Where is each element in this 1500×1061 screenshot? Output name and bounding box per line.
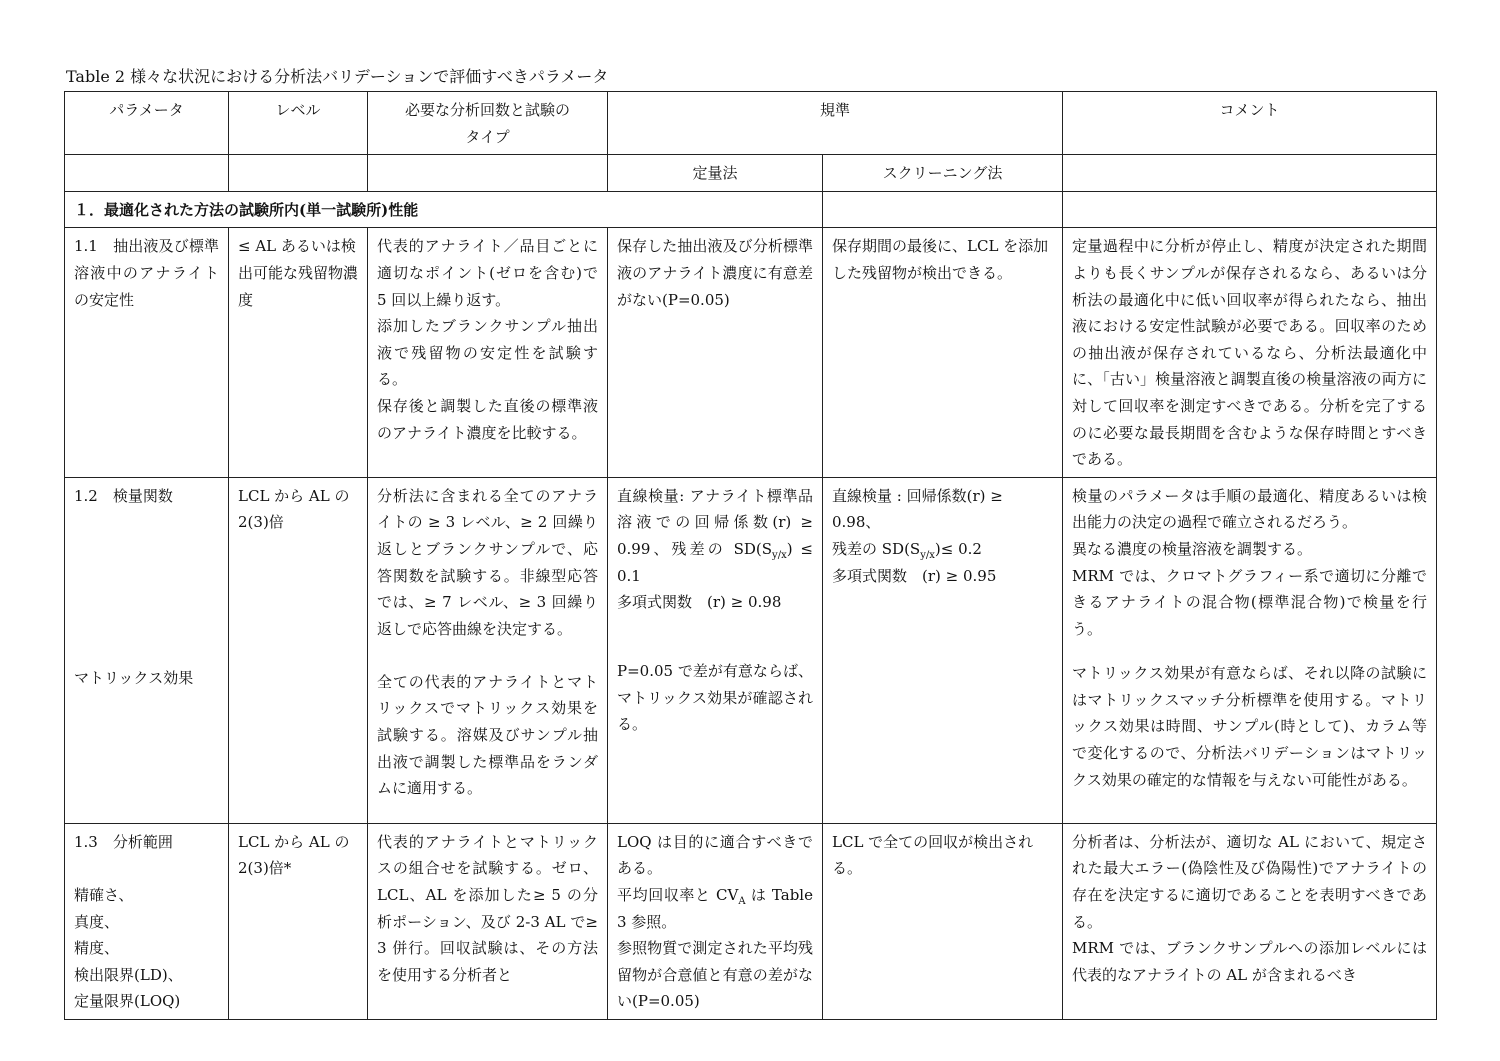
subheader-quantitative: 定量法 (608, 155, 823, 192)
row3-analyses: 代表的アナライトとマトリックスの組合せを試験する。ゼロ、LCL、AL を添加した≥ 5 の分析ポーション、及び 2-3 AL で≥ 3 併行。回収試験は、その方法を使用する分析者と (368, 823, 608, 1019)
row2-level: LCL から AL の 2(3)倍 (229, 477, 368, 823)
row2-comment-d: マトリックス効果が有意ならば、それ以降の試験にはマトリックスマッチ分析標準を使用する。マトリックス効果は時間、サンプル(時として)、カラム等で変化するので、分析法バリデーションはマトリックス効果の確定的な情報を与えない可能性がある。 (1072, 664, 1428, 789)
row2-parameter (65, 477, 229, 823)
row2-screening (823, 477, 1063, 823)
subheader-row (65, 155, 1437, 192)
row2-quantitative (608, 477, 823, 823)
subheader-empty (229, 155, 368, 192)
subheader-empty (1063, 155, 1437, 192)
row1-level: ≤ AL あるいは検出可能な残留物濃度 (229, 228, 368, 477)
parameters-table (64, 91, 1437, 1020)
section-row (65, 191, 1437, 228)
row2-quant-a: 直線検量: アナライト標準品溶液での回帰係数(r) ≥ 0.99、残差の $SD(S_{y/x}) \le 0.1$ (617, 486, 813, 585)
row2-quant-b: 多項式関数 (r) ≥ 0.98 (617, 593, 782, 612)
subheader-screening: スクリーニング法 (823, 155, 1063, 192)
table-row-1-2 (65, 477, 1437, 823)
header-parameter: パラメータ (65, 92, 229, 155)
header-comment: コメント (1063, 92, 1437, 155)
row2-screen-b: 残差の $SD(S_{y/x})\le 0.2$ (832, 539, 982, 561)
row2-parameter-b: マトリックス効果 (74, 669, 194, 688)
row1-quantitative: 保存した抽出液及び分析標準液のアナライト濃度に有意差がない(P=0.05) (608, 228, 823, 477)
section-empty (823, 191, 1063, 228)
row2-comment-a: 検量のパラメータは手順の最適化、精度あるいは検出能力の決定の過程で確立されるだろう。 (1072, 486, 1428, 532)
row3-quant-b: 平均回収率と $CV_A$ は Table 3 参照。 (617, 885, 813, 931)
row3-comment (1063, 823, 1437, 1019)
header-analyses: 必要な分析回数と試験の タイプ (368, 92, 608, 155)
row3-quant-c: 参照物質で測定された平均残留物が合意値と有意の差がない(P=0.05) (617, 939, 813, 1011)
row3-comment-b: MRM では、ブランクサンプルへの添加レベルには代表的なアナライトの AL が含まれるべき (1072, 939, 1428, 984)
row2-analyses-a: 分析法に含まれる全てのアナライトの ≥ 3 レベル、≥ 2 回繰り返しとブランクサンプルで、応答関数を試験する。非線型応答では、≥ 7 レベル、≥ 3 回繰り返しで応答曲線を決定する。 (377, 486, 598, 638)
row2-screen-c: 多項式関数 (r) ≥ 0.95 (832, 566, 997, 585)
row1-parameter: 1.1 抽出液及び標準溶液中のアナライトの安定性 (65, 228, 229, 477)
table-row-1-1 (65, 228, 1437, 477)
header-criteria: 規準 (608, 92, 1063, 155)
row3-parameter-a: 1.3 分析範囲 (74, 832, 173, 851)
row3-quantitative (608, 823, 823, 1019)
row2-parameter-a: 1.2 検量関数 (74, 486, 173, 505)
header-level: レベル (229, 92, 368, 155)
row3-parameter (65, 823, 229, 1019)
row1-analyses-a: 代表的アナライト／品目ごとに適切なポイント(ゼロを含む)で 5 回以上繰り返す。 (377, 237, 598, 309)
row2-quant-c: P=0.05 で差が有意ならば、マトリックス効果が確認される。 (617, 662, 813, 734)
table-row-1-3 (65, 823, 1437, 1019)
row3-parameter-list: 精確さ、 真度、 精度、 検出限界(LD)、 定量限界(LOQ) (74, 885, 183, 1011)
section-empty (1063, 191, 1437, 228)
row3-level: LCL から AL の 2(3)倍* (229, 823, 368, 1019)
row1-analyses (368, 228, 608, 477)
row3-screening: LCL で全ての回収が検出される。 (823, 823, 1063, 1019)
subheader-empty (368, 155, 608, 192)
row1-comment: 定量過程中に分析が停止し、精度が決定された期間よりも長くサンプルが保存されるなら、あるいは分析法の最適化中に低い回収率が得られたなら、抽出液における安定性試験が必要である。回収率のための抽出液が保存されているなら、分析法最適化中に、「古い」検量溶液と調製直後の検量溶液の両方に対して回収率を測定すべきである。分析を完了するのに必要な最長期間を含むような保存時間とすべきである。 (1063, 228, 1437, 477)
row2-analyses-b: 全ての代表的アナライトとマトリックスでマトリックス効果を試験する。溶媒及びサンプル抽出液で調製した標準品をランダムに適用する。 (377, 672, 598, 798)
row1-analyses-c: 保存後と調製した直後の標準液のアナライト濃度を比較する。 (377, 396, 598, 442)
row1-analyses-b: 添加したブランクサンプル抽出液で残留物の安定性を試験する。 (377, 317, 598, 389)
row2-analyses (368, 477, 608, 823)
row2-screen-a: 直線検量 : 回帰係数(r) ≥ 0.98、 (832, 486, 1003, 532)
header-row (65, 92, 1437, 155)
row2-comment-c: MRM では、クロマトグラフィー系で適切に分離できるアナライトの混合物(標準混合物)で検量を行う。 (1072, 566, 1428, 638)
row2-comment-b: 異なる濃度の検量溶液を調製する。 (1072, 539, 1313, 558)
row3-quant-a: LOQ は目的に適合すべきである。 (617, 832, 813, 878)
row2-comment (1063, 477, 1437, 823)
table-caption: Table 2 様々な状況における分析法バリデーションで評価すべきパラメータ (66, 67, 609, 86)
section-title: １．最適化された方法の試験所内(単一試験所)性能 (65, 191, 823, 228)
row1-screening: 保存期間の最後に、LCL を添加した残留物が検出できる。 (823, 228, 1063, 477)
subheader-empty (65, 155, 229, 192)
row3-comment-a: 分析者は、分析法が、適切な AL において、規定された最大エラー(偽陰性及び偽陽性)でアナライトの存在を決定するに適切であることを表明すべきである。 (1072, 832, 1428, 931)
